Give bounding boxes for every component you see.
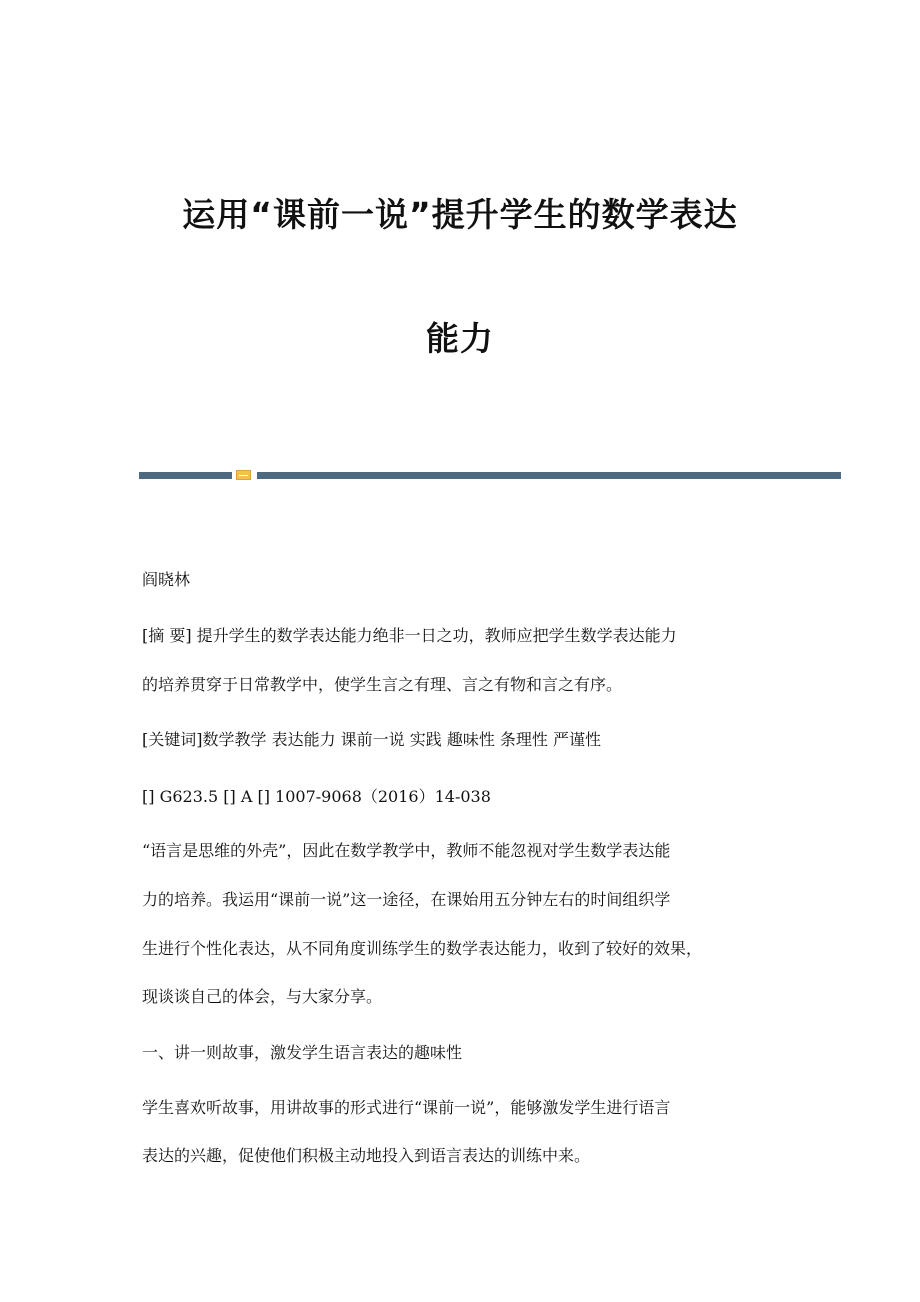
classification-info: [] G623.5 [] A [] 1007-9068（2016）14-038 (142, 787, 491, 806)
intro-paragraph-line: “语言是思维的外壳”，因此在数学教学中，教师不能忽视对学生数学表达能 (142, 841, 671, 860)
intro-paragraph-line: 现谈谈自己的体会，与大家分享。 (142, 987, 383, 1006)
page-title-continued: 能力 (426, 319, 494, 358)
title-divider (139, 470, 841, 480)
section-heading: 一、讲一则故事，激发学生语言表达的趣味性 (142, 1043, 463, 1062)
page-title: 运用“课前一说”提升学生的数学表达 (182, 195, 738, 234)
divider-bar-right (257, 472, 841, 479)
intro-paragraph-line: 生进行个性化表达，从不同角度训练学生的数学表达能力，收到了较好的效果， (142, 939, 703, 958)
section-paragraph-line: 表达的兴趣，促使他们积极主动地投入到语言表达的训练中来。 (142, 1146, 591, 1165)
intro-paragraph-line: 力的培养。我运用“课前一说”这一途径，在课始用五分钟左右的时间组织学 (142, 890, 671, 909)
envelope-icon (236, 470, 251, 480)
divider-bar-left (139, 472, 232, 479)
keywords: [关键词]数学教学 表达能力 课前一说 实践 趣味性 条理性 严谨性 (142, 730, 602, 749)
abstract-line: 的培养贯穿于日常教学中，使学生言之有理、言之有物和言之有序。 (142, 675, 623, 694)
abstract-line: [摘 要] 提升学生的数学表达能力绝非一日之功，教师应把学生数学表达能力 (142, 626, 677, 645)
section-paragraph-line: 学生喜欢听故事，用讲故事的形式进行“课前一说”，能够激发学生进行语言 (142, 1098, 671, 1117)
author-name: 阎晓林 (142, 570, 191, 589)
